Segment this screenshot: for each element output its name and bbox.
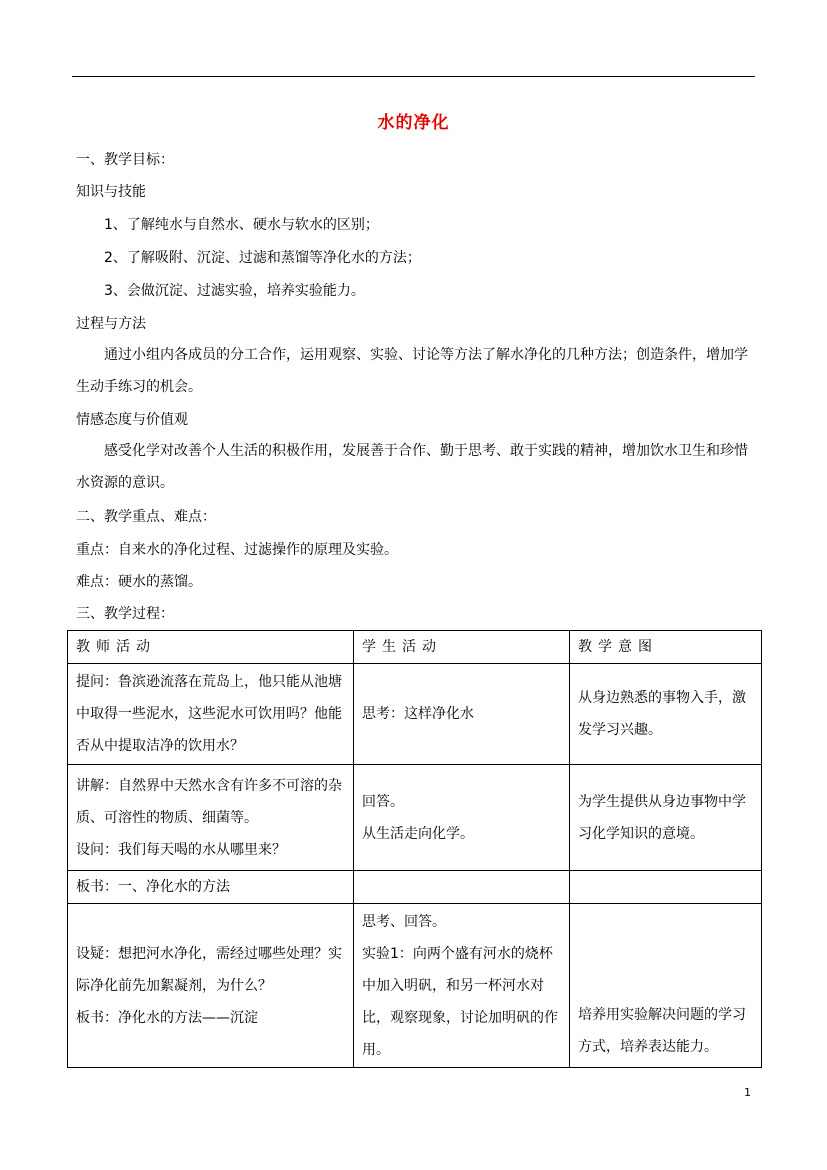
cell-text: 从身边熟悉的事物入手，激发学习兴趣。: [578, 690, 746, 738]
header-student-activity: 学生活动: [354, 631, 570, 664]
goals-heading: 一、教学目标：: [76, 152, 174, 168]
cell-text: 讲解：自然界中天然水含有许多不可溶的杂质、可溶性的物质、细菌等。: [76, 777, 342, 826]
cell-text: 板书：净化水的方法——沉淀: [76, 1009, 258, 1026]
intent-cell: [570, 664, 762, 765]
process-paragraph: 通过小组内各成员的分工合作，运用观察、实验、讨论等方法了解水净化的几种方法；创造条件，增加学生动手练习的机会。: [76, 347, 748, 395]
table-row: [68, 904, 762, 1068]
key-point: 重点：自来水的净化过程、过滤操作的原理及实验。: [76, 542, 398, 558]
teacher-cell: [68, 904, 354, 1068]
intent-cell: [570, 765, 762, 871]
student-cell: [354, 904, 570, 1068]
knowledge-item-3: 3、会做沉淀、过滤实验，培养实验能力。: [104, 283, 365, 299]
page-number: 1: [744, 1086, 751, 1099]
teaching-process-table: [67, 630, 762, 1068]
cell-text: 从生活走向化学。: [362, 825, 474, 842]
knowledge-heading: 知识与技能: [76, 184, 146, 200]
cell-text: 板书：一、净化水的方法: [76, 879, 230, 895]
teacher-cell: [68, 765, 354, 871]
cell-text: 设问：我们每天喝的水从哪里来？: [76, 841, 286, 858]
doc-title: 水的净化: [377, 113, 450, 133]
process-section-heading: 三、教学过程：: [76, 606, 174, 622]
cell-text: 提问：鲁滨逊流落在荒岛上，他只能从池塘中取得一些泥水，这些泥水可饮用吗？他能否从中提取洁净的饮用水？: [76, 674, 342, 754]
cell-text: 实验1：向两个盛有河水的烧杯中加入明矾，和另一杯河水对比，观察现象，讨论加明矾的作用。: [362, 945, 558, 1058]
cell-text: 为学生提供从身边事物中学习化学知识的意境。: [578, 793, 746, 842]
cell-text: 培养用实验解决问题的学习方式，培养表达能力。: [578, 1007, 746, 1055]
student-cell: [354, 871, 570, 904]
emotion-paragraph: 感受化学对改善个人生活的积极作用，发展善于合作、勤于思考、敢于实践的精神，增加饮水卫生和珍惜水资源的意识。: [76, 443, 748, 491]
cell-text: 思考：这样净化水: [362, 706, 474, 722]
intent-cell: [570, 871, 762, 904]
intent-cell: [570, 904, 762, 1068]
cell-text: 回答。: [362, 793, 404, 810]
cell-text: 思考、回答。: [362, 913, 446, 930]
header-teacher-activity: 教师活动: [68, 631, 354, 664]
emotion-heading: 情感态度与价值观: [76, 412, 188, 428]
table-header-row: [68, 631, 762, 664]
header-rule: [72, 76, 755, 77]
table-row: [68, 765, 762, 871]
table-row: [68, 664, 762, 765]
teacher-cell: [68, 871, 354, 904]
student-cell: [354, 765, 570, 871]
process-heading: 过程与方法: [76, 316, 146, 332]
student-cell: [354, 664, 570, 765]
header-teaching-intent: 教学意图: [570, 631, 762, 664]
table-row: [68, 871, 762, 904]
cell-text: 设疑：想把河水净化，需经过哪些处理？实际净化前先加絮凝剂，为什么？: [76, 945, 342, 994]
keypoints-heading: 二、教学重点、难点：: [76, 509, 216, 525]
knowledge-item-2: 2、了解吸附、沉淀、过滤和蒸馏等净化水的方法；: [104, 250, 421, 266]
knowledge-item-1: 1、了解纯水与自然水、硬水与软水的区别；: [104, 217, 379, 233]
teacher-cell: [68, 664, 354, 765]
difficult-point: 难点：硬水的蒸馏。: [76, 574, 202, 590]
